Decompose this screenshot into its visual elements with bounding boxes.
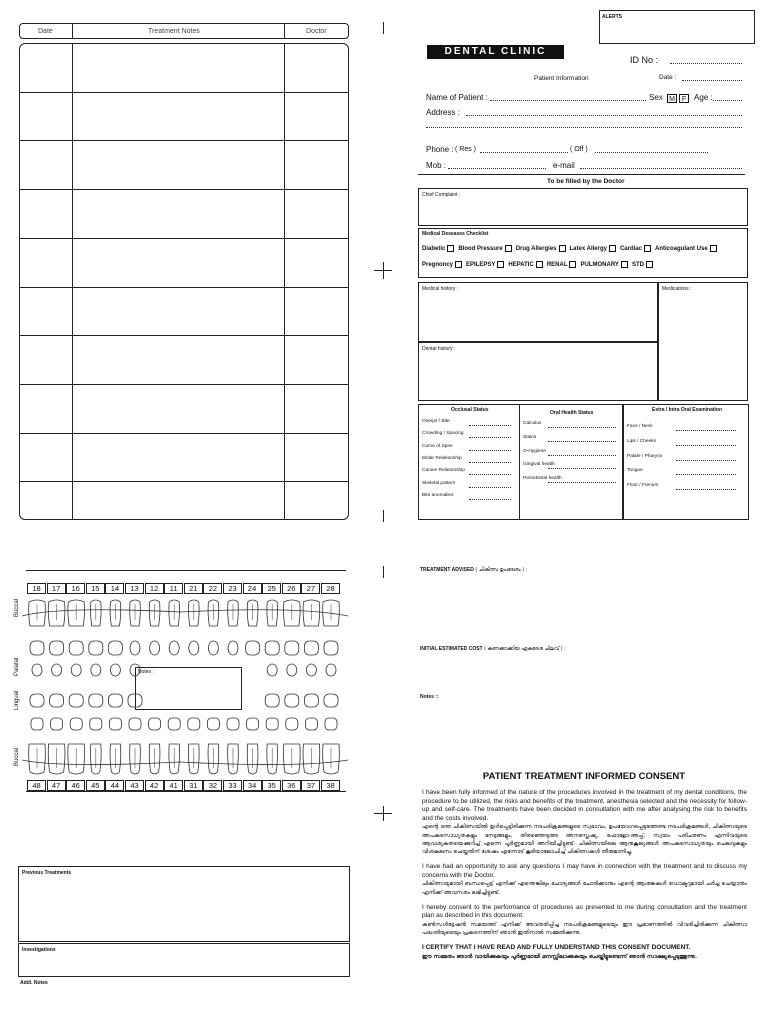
sex-f-box[interactable]: F xyxy=(679,94,689,103)
notes-row-divider xyxy=(19,384,349,385)
lower-occlusal-tooth xyxy=(325,718,337,730)
oral-field-0[interactable] xyxy=(548,427,616,428)
oral-item-1: Stains xyxy=(523,434,537,440)
clinic-title: DENTAL CLINIC xyxy=(427,45,564,59)
medications-box[interactable] xyxy=(658,282,748,401)
checklist2-checkbox-1[interactable] xyxy=(497,261,504,268)
age-field[interactable] xyxy=(713,100,742,101)
estimated-cost: INITIAL ESTIMATED COST ( കണക്കാക്കിയ ഏകദേശ ചിലവ് ) : xyxy=(420,646,566,652)
lingual-tooth xyxy=(265,694,279,707)
consent-p4-en: I CERTIFY THAT I HAVE READ AND FULLY UNDERSTAND THIS CONSENT DOCUMENT. xyxy=(422,944,691,952)
consent-p3-en: I hereby consent to the performance of procedures as presented to me during consultation and the treatment plan as described in this document. xyxy=(422,903,747,920)
previous-treatments-label: Previous Treatments xyxy=(22,870,72,876)
extra-field-4[interactable] xyxy=(676,489,736,490)
palatal-tooth xyxy=(71,664,81,676)
checklist-row-2 xyxy=(422,261,657,268)
lower-occlusal-tooth xyxy=(31,718,43,730)
palatal-tooth xyxy=(326,664,336,676)
extra-oral-box xyxy=(623,404,749,520)
investigations-box[interactable] xyxy=(18,943,350,977)
name-field[interactable] xyxy=(490,100,646,101)
tooth-number-24[interactable]: 24 xyxy=(243,583,262,594)
palatal-tooth xyxy=(91,664,101,676)
tooth-number-32[interactable]: 32 xyxy=(203,780,222,791)
medical-history-label: Medical history : xyxy=(422,286,459,292)
treatment-advised: TREATMENT ADVISED ( ചികിത്സ ഉപദേശം ) : xyxy=(420,567,528,573)
notes-row-divider xyxy=(19,238,349,239)
extra-item-3: Tongue xyxy=(627,468,643,474)
chart-notes-box[interactable] xyxy=(135,667,242,710)
consent-p2-en: I have had an opportunity to ask any questions I may have in connection with the treatment and to discuss my concerns with the Doctor. xyxy=(422,863,747,879)
tooth-number-41[interactable]: 41 xyxy=(164,780,183,791)
investigations-label: Investigations xyxy=(22,947,56,953)
tooth-number-42[interactable]: 42 xyxy=(145,780,164,791)
mob-label: Mob : xyxy=(426,161,447,170)
oral-item-4: Periodontal health xyxy=(523,476,562,482)
notes-row-divider xyxy=(19,287,349,288)
lingual-tooth xyxy=(50,694,64,707)
oral-field-1[interactable] xyxy=(548,441,616,442)
notes-row-divider xyxy=(19,140,349,141)
checklist2-label-4: PULMONARY xyxy=(580,262,619,269)
lingual-tooth xyxy=(324,694,338,707)
occlusal-field-3[interactable] xyxy=(469,462,511,463)
oral-item-3: Gingival health xyxy=(523,462,555,468)
occlusal-item-5: Skeletal pattern xyxy=(422,480,456,486)
checklist2-checkbox-4[interactable] xyxy=(621,261,628,268)
tooth-number-27[interactable]: 27 xyxy=(301,583,320,594)
consent-p3-ml: കൺസൾട്ടേഷൻ സമയത്ത് എനിക്ക് അവതരിപ്പിച്ച നടപടിക്രമങ്ങളുടെയും ഈ പ്രമാണത്തിൽ വിവരിച്ചിരിക്കുന്ന ചികിത്സാ പദ്ധതിയുടെയും പ്രകടനത്തിന് ഞാൻ ഇതിനാൽ സമ്മതിക്കുന്നു. xyxy=(422,921,747,937)
chief-complaint-box[interactable] xyxy=(418,188,748,226)
extra-field-1[interactable] xyxy=(676,445,736,446)
occlusal-item-6: Bite anomalies xyxy=(422,492,454,498)
tooth-number-26[interactable]: 26 xyxy=(282,583,301,594)
tooth-number-36[interactable]: 36 xyxy=(282,780,301,791)
lower-occlusal-tooth xyxy=(168,718,180,730)
lingual-label: Lingual xyxy=(14,690,20,710)
occlusal-item-4: Canine Relationship xyxy=(422,468,465,474)
buccal-label-bottom: Buccal xyxy=(14,747,20,766)
occlusal-field-6[interactable] xyxy=(469,499,511,500)
notes-column-divider xyxy=(284,43,285,520)
oral-item-2: O-Hygiene xyxy=(523,448,546,454)
sex-label: Sex xyxy=(649,93,663,102)
lower-occlusal-tooth xyxy=(227,718,239,730)
gum-line-lower xyxy=(22,760,348,765)
checklist1-label-2: Drug Allergies xyxy=(515,246,557,253)
checklist2-label-5: STD xyxy=(631,262,644,269)
date-field[interactable] xyxy=(682,80,742,81)
notes-column-divider xyxy=(72,43,73,520)
tooth-number-28[interactable]: 28 xyxy=(321,583,340,594)
lower-occlusal-tooth xyxy=(90,718,102,730)
previous-treatments-box[interactable] xyxy=(18,866,350,942)
upper-occlusal-tooth xyxy=(169,641,179,655)
checklist1-checkbox-3[interactable] xyxy=(609,245,616,252)
occlusal-field-1[interactable] xyxy=(469,437,511,438)
header-treatment-notes: Treatment Notes xyxy=(148,28,200,35)
upper-occlusal-tooth xyxy=(246,641,260,655)
tooth-number-44[interactable]: 44 xyxy=(105,780,124,791)
oral-field-2[interactable] xyxy=(548,455,616,456)
consent-body xyxy=(422,789,747,961)
checklist2-checkbox-3[interactable] xyxy=(569,261,576,268)
occlusal-title: Occlusal Status xyxy=(451,407,489,413)
notes-row-divider xyxy=(19,481,349,482)
palatal-tooth xyxy=(32,664,42,676)
extra-field-0[interactable] xyxy=(676,430,736,431)
checklist1-checkbox-4[interactable] xyxy=(644,245,651,252)
patient-info-label: Patient Information xyxy=(534,75,589,82)
dental-history-box[interactable] xyxy=(418,342,658,401)
upper-occlusal-tooth xyxy=(89,641,103,655)
consent-p1-en: I have been fully informed of the nature of the procedures involved in the treatment of my dental conditions, the procedure to be utilized, the risks and benefits of the treatment, anesthesia selected and the necessity for follow-up and self-care. The treatments have been decided in consultation with me after analysing the risk to benefits and the costs involved. xyxy=(422,789,747,822)
lower-occlusal-tooth xyxy=(188,718,200,730)
chief-complaint-label: Chief Complaint : xyxy=(422,192,461,198)
address-field-1[interactable] xyxy=(466,115,742,116)
lingual-tooth xyxy=(89,694,103,707)
sex-m-box[interactable]: M xyxy=(667,94,677,103)
upper-occlusal-tooth xyxy=(69,641,83,655)
checklist1-label-4: Cardiac xyxy=(619,246,642,253)
checklist2-checkbox-0[interactable] xyxy=(455,261,462,268)
extra-item-0: Face / Neck xyxy=(627,424,653,429)
age-label: Age : xyxy=(694,93,713,102)
id-field[interactable] xyxy=(670,63,742,64)
tooth-number-12[interactable]: 12 xyxy=(145,583,164,594)
extra-field-3[interactable] xyxy=(676,474,736,475)
checklist1-label-5: Anticoagulant Use xyxy=(654,246,708,253)
consent-p4-ml: ഈ സമ്മതം ഞാൻ വായിക്കുകയും പൂർണ്ണമായി മനസ്സിലാക്കുകയും ചെയ്തിട്ടുണ്ടെന്ന് ഞാൻ സാക്ഷ്യപ്പെടുത്തുന്നു. xyxy=(422,953,698,960)
lower-occlusal-tooth xyxy=(247,718,259,730)
checklist2-checkbox-5[interactable] xyxy=(646,261,653,268)
occlusal-item-0: Overjet / Bite xyxy=(422,419,450,424)
tooth-number-47[interactable]: 47 xyxy=(47,780,66,791)
medical-checklist-box xyxy=(418,228,748,278)
palatal-tooth xyxy=(52,664,62,676)
checklist1-checkbox-5[interactable] xyxy=(710,245,717,252)
occlusal-box xyxy=(418,404,520,520)
tooth-number-35[interactable]: 35 xyxy=(262,780,281,791)
phone-off-field[interactable] xyxy=(595,152,708,153)
extra-item-1: Lips / Cheeks xyxy=(627,438,657,444)
email-label: e-mail xyxy=(553,161,575,170)
oral-health-box xyxy=(519,404,623,520)
consent-title: PATIENT TREATMENT INFORMED CONSENT xyxy=(482,771,686,782)
palatal-tooth xyxy=(267,664,277,676)
name-label: Name of Patient : xyxy=(426,93,488,102)
checklist1-checkbox-1[interactable] xyxy=(505,245,512,252)
lower-occlusal-tooth xyxy=(109,718,121,730)
lower-occlusal-tooth xyxy=(266,718,278,730)
checklist2-label-0: Pregnoncy xyxy=(422,262,454,269)
checklist1-checkbox-2[interactable] xyxy=(559,245,566,252)
occlusal-item-3: Molar Relationship xyxy=(422,455,462,461)
tooth-number-17[interactable]: 17 xyxy=(47,583,66,594)
upper-occlusal-tooth xyxy=(265,641,279,655)
oral-title: Oral Health Status xyxy=(550,410,594,416)
notes-table-header xyxy=(19,23,349,39)
occlusal-field-5[interactable] xyxy=(469,487,511,488)
lower-occlusal-tooth xyxy=(207,718,219,730)
dental-history-label: Dental history : xyxy=(422,346,456,352)
tooth-number-31[interactable]: 31 xyxy=(184,780,203,791)
consent-p1-ml: എന്റെ ദന്ത ചികിത്സയിൽ ഉൾപ്പെട്ടിരിക്കുന്ന നടപടിക്രമങ്ങളുടെ സ്വഭാവം, ഉപയോഗപ്പെടുത്തേണ്ട നടപടിക്രമങ്ങൾ, ചികിത്സയുടെ അപകടസാധ്യതകളും നേട്ടങ്ങളും, തിരഞ്ഞെടുത്ത അനസ്തേഷ്യ, ഫോളോ-അപ്പ്, സ്വയം പരിചരണം എന്നിവയുടെ ആവശ്യകതയെക്കുറിച്ച് എന്നെ പൂർണ്ണമായി അറിയിച്ചിട്ടുണ്ട്. ചികിത്സയിലെ ആനുകൂല്യങ്ങൾ അപകടസാധ്യതയും ചെലവുകളും വിശകലനം ചെയ്തതിന് ശേഷം എന്നോട് കൂടിയാലോചിച്ച് ചികിത്സകൾ തീരുമാനിച്ചു. xyxy=(422,824,747,855)
occlusal-field-0[interactable] xyxy=(469,425,511,426)
date-label: Date : xyxy=(659,74,677,81)
tooth-number-38[interactable]: 38 xyxy=(321,780,340,791)
lower-occlusal-tooth xyxy=(129,718,141,730)
tooth-number-43[interactable]: 43 xyxy=(125,780,144,791)
res-label: ( Res ) xyxy=(455,146,476,153)
palatal-tooth xyxy=(110,664,120,676)
tooth-number-37[interactable]: 37 xyxy=(301,780,320,791)
lower-occlusal-tooth xyxy=(286,718,298,730)
oral-field-3[interactable] xyxy=(548,468,616,469)
alerts-box[interactable] xyxy=(599,10,755,44)
extra-title: Extra / Intra Oral Examination xyxy=(652,407,723,413)
tooth-number-11[interactable]: 11 xyxy=(164,583,183,594)
upper-occlusal-tooth xyxy=(285,641,299,655)
medications-label: Medications : xyxy=(662,286,692,292)
lingual-tooth xyxy=(69,694,83,707)
palatal-label: Palatal xyxy=(14,657,20,676)
tooth-number-46[interactable]: 46 xyxy=(66,780,85,791)
chart-notes-label: Notes : xyxy=(138,669,154,675)
palatal-tooth xyxy=(306,664,316,676)
tooth-number-25[interactable]: 25 xyxy=(262,583,281,594)
tooth-number-21[interactable]: 21 xyxy=(184,583,203,594)
lingual-tooth xyxy=(304,694,318,707)
occlusal-field-4[interactable] xyxy=(469,474,511,475)
buccal-label-top: Buccal xyxy=(14,598,20,617)
upper-occlusal-tooth xyxy=(304,641,318,655)
phone-label: Phone : xyxy=(426,145,454,154)
checklist-title: Medical Deseases Checklist xyxy=(422,231,489,237)
checklist2-label-1: EPILEPSY xyxy=(466,262,496,269)
checklist-row-1 xyxy=(422,245,721,252)
lower-occlusal-tooth xyxy=(51,718,63,730)
addl-notes-label: Addl. Notes xyxy=(20,980,48,986)
upper-occlusal-tooth xyxy=(208,641,218,655)
lingual-tooth xyxy=(30,694,44,707)
lower-occlusal-tooth xyxy=(305,718,317,730)
address-field-2[interactable] xyxy=(426,127,742,128)
extra-item-4: Floor / Frenum xyxy=(627,483,659,489)
header-date: Date xyxy=(38,28,53,35)
upper-occlusal-tooth xyxy=(228,641,238,655)
checklist1-label-3: Latex Allergy xyxy=(569,246,607,253)
tooth-number-33[interactable]: 33 xyxy=(223,780,242,791)
notes-row-divider xyxy=(19,92,349,93)
lower-occlusal-tooth xyxy=(70,718,82,730)
occlusal-item-2: Curve of Spee xyxy=(422,443,453,449)
checklist1-checkbox-0[interactable] xyxy=(447,245,454,252)
notes-table-body xyxy=(19,43,349,520)
tooth-number-16[interactable]: 16 xyxy=(66,583,85,594)
palatal-tooth xyxy=(287,664,297,676)
header-doctor: Doctor xyxy=(306,28,327,35)
notes-row-divider xyxy=(19,335,349,336)
extra-item-2: Palate / Pharynx xyxy=(627,453,663,459)
checklist2-label-3: RENAL xyxy=(546,262,568,269)
oral-field-4[interactable] xyxy=(548,482,616,483)
checklist2-label-2: HEPATIC xyxy=(508,262,534,269)
upper-occlusal-tooth xyxy=(30,641,44,655)
notes-row-divider xyxy=(19,433,349,434)
tooth-number-45[interactable]: 45 xyxy=(86,780,105,791)
lower-occlusal-tooth xyxy=(149,718,161,730)
upper-occlusal-tooth xyxy=(130,641,140,655)
alerts-label: ALERTS xyxy=(602,14,622,20)
medical-history-box[interactable] xyxy=(418,282,658,342)
upper-occlusal-tooth xyxy=(50,641,64,655)
checklist1-label-0: Diabetic xyxy=(422,246,446,253)
off-label: ( Off ) xyxy=(570,146,588,153)
tooth-number-48[interactable]: 48 xyxy=(27,780,46,791)
mob-field[interactable] xyxy=(448,168,546,169)
upper-occlusal-tooth xyxy=(324,641,338,655)
gum-line-upper xyxy=(22,610,348,616)
lingual-tooth xyxy=(108,694,122,707)
occlusal-item-1: Crowding / Spacing xyxy=(422,431,464,437)
doctor-section-label: To be filled by the Doctor xyxy=(547,178,625,185)
treatment-notes-label: Notes :: xyxy=(420,694,439,700)
checklist1-label-1: Blood Pressure xyxy=(458,246,503,253)
tooth-number-18[interactable]: 18 xyxy=(27,583,46,594)
extra-field-2[interactable] xyxy=(676,460,736,461)
tooth-number-14[interactable]: 14 xyxy=(105,583,124,594)
upper-occlusal-tooth xyxy=(108,641,122,655)
email-field[interactable] xyxy=(580,168,742,169)
tooth-number-13[interactable]: 13 xyxy=(125,583,144,594)
tooth-number-15[interactable]: 15 xyxy=(86,583,105,594)
occlusal-field-2[interactable] xyxy=(469,450,511,451)
tooth-number-22[interactable]: 22 xyxy=(203,583,222,594)
upper-occlusal-tooth xyxy=(189,641,199,655)
tooth-number-23[interactable]: 23 xyxy=(223,583,242,594)
lingual-tooth xyxy=(285,694,299,707)
address-label: Address : xyxy=(426,108,460,117)
phone-res-field[interactable] xyxy=(480,152,568,153)
oral-item-0: Calculus xyxy=(523,421,542,426)
notes-row-divider xyxy=(19,189,349,190)
upper-occlusal-tooth xyxy=(150,641,160,655)
checklist2-checkbox-2[interactable] xyxy=(536,261,543,268)
id-label: ID No : xyxy=(630,55,659,65)
tooth-number-34[interactable]: 34 xyxy=(243,780,262,791)
consent-p2-ml: ചികിത്സയുമായി ബന്ധപ്പെട്ട് എനിക്ക് എന്തെങ്കിലും ചോദ്യങ്ങൾ ചോദിക്കാനും എന്റെ ആശങ്കകൾ ഡോക്ടറുമായി ചർച്ച ചെയ്യാനും എനിക്ക് അവസരം ലഭിച്ചിട്ടുണ്ട്. xyxy=(422,881,747,896)
